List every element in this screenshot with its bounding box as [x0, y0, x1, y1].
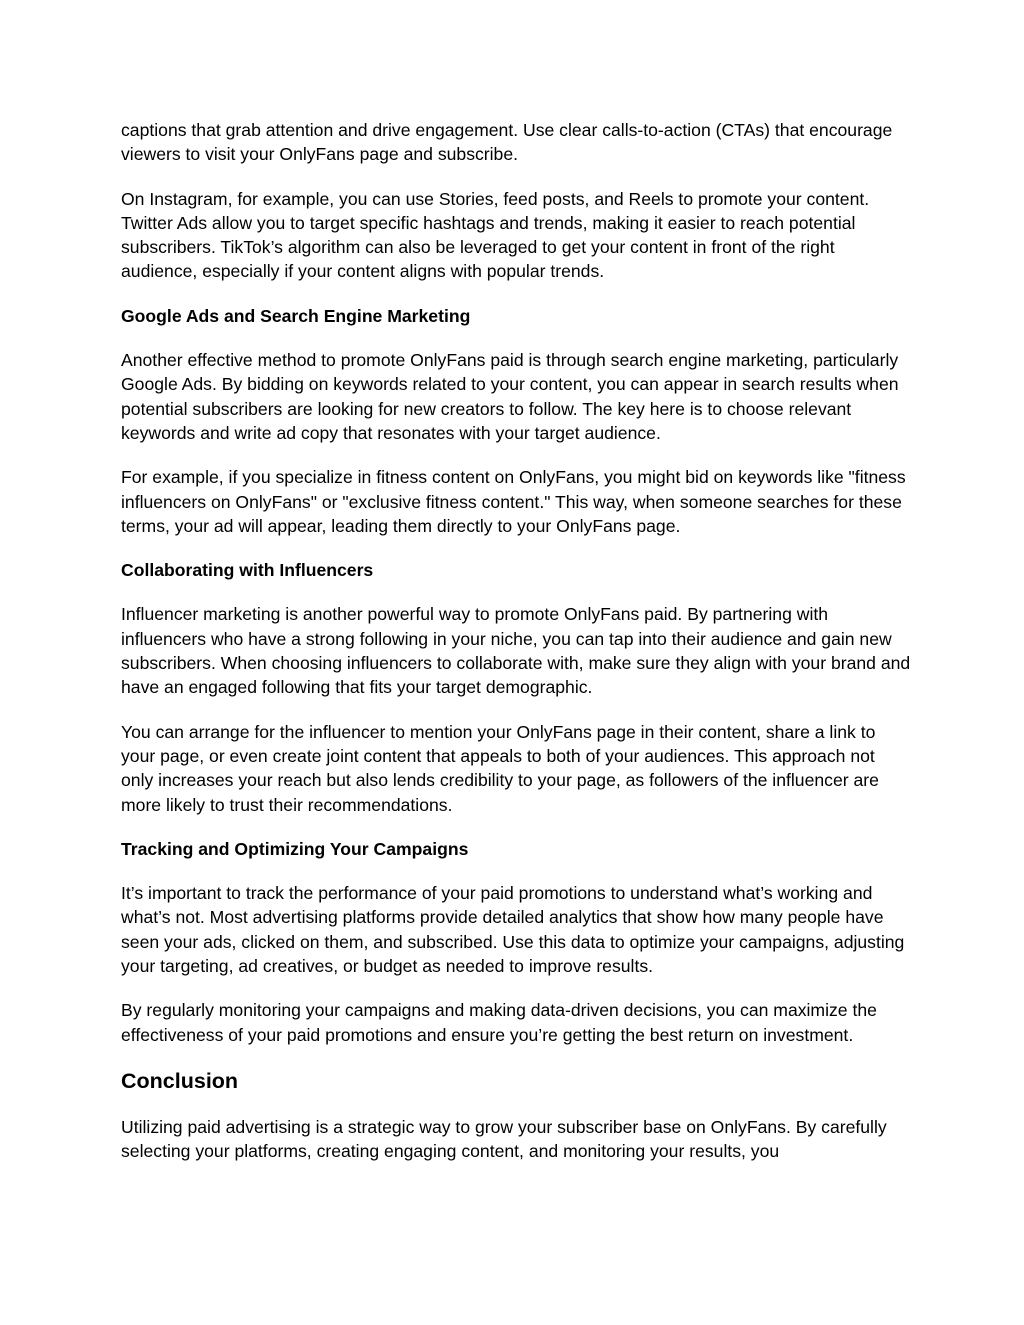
paragraph-influencer-marketing: Influencer marketing is another powerful way to promote OnlyFans paid. By partnering with influencers who have a strong following in your niche, you can tap into their audience and gain new subscribers. When choosing influencers to collaborate with, make sure they align with your brand and have an engaged following that fits your target demographic. [121, 604, 911, 698]
heading-influencers: Collaborating with Influencers [121, 560, 374, 581]
paragraph-monitoring: By regularly monitoring your campaigns and making data-driven decisions, you can maximize the effectiveness of your paid promotions and ensure you’re getting the best return on investment. [121, 1000, 877, 1045]
paragraph-social-platforms: On Instagram, for example, you can use Stories, feed posts, and Reels to promote your content. Twitter Ads allow you to target specific hashtags and trends, making it easier to reach potential subscribers. TikTok’s algorithm can also be leveraged to get your content in front of the right audience, especially if your content aligns with popular trends. [121, 188, 870, 282]
paragraph-keyword-example: For example, if you specialize in fitness content on OnlyFans, you might bid on keywords like "fitness influencers on OnlyFans" or "exclusive fitness content." This way, when someone searches for these terms, your ad will appear, leading them directly to your OnlyFans page. [121, 467, 906, 536]
paragraph-ctas: captions that grab attention and drive engagement. Use clear calls-to-action (CTAs) that encourage viewers to visit your OnlyFans page and subscribe. [121, 120, 893, 165]
document-page [121, 118, 911, 1184]
heading-tracking: Tracking and Optimizing Your Campaigns [121, 838, 469, 859]
heading-conclusion: Conclusion [121, 1068, 239, 1093]
paragraph-influencer-arrangement: You can arrange for the influencer to mention your OnlyFans page in their content, share a link to your page, or even create joint content that appeals to both of your audiences. This approach not only increases your reach but also lends credibility to your page, as followers of the influencer are more likely to trust their recommendations. [121, 721, 879, 815]
paragraph-search-marketing: Another effective method to promote OnlyFans paid is through search engine marketing, particularly Google Ads. By bidding on keywords related to your content, you can appear in search results when potential subscribers are looking for new creators to follow. The key here is to choose relevant keywords and write ad copy that resonates with your target audience. [121, 350, 899, 443]
heading-google-ads: Google Ads and Search Engine Marketing [121, 305, 471, 326]
paragraph-tracking-performance: It’s important to track the performance of your paid promotions to understand what’s working and what’s not. Most advertising platforms provide detailed analytics that show how many people have seen your ads, clicked on them, and subscribed. Use this data to optimize your campaigns, adjusting your targeting, ad creatives, or budget as needed to improve results. [121, 883, 905, 977]
paragraph-conclusion: Utilizing paid advertising is a strategic way to grow your subscriber base on OnlyFans. By carefully selecting your platforms, creating engaging content, and monitoring your results, you [121, 1116, 887, 1162]
